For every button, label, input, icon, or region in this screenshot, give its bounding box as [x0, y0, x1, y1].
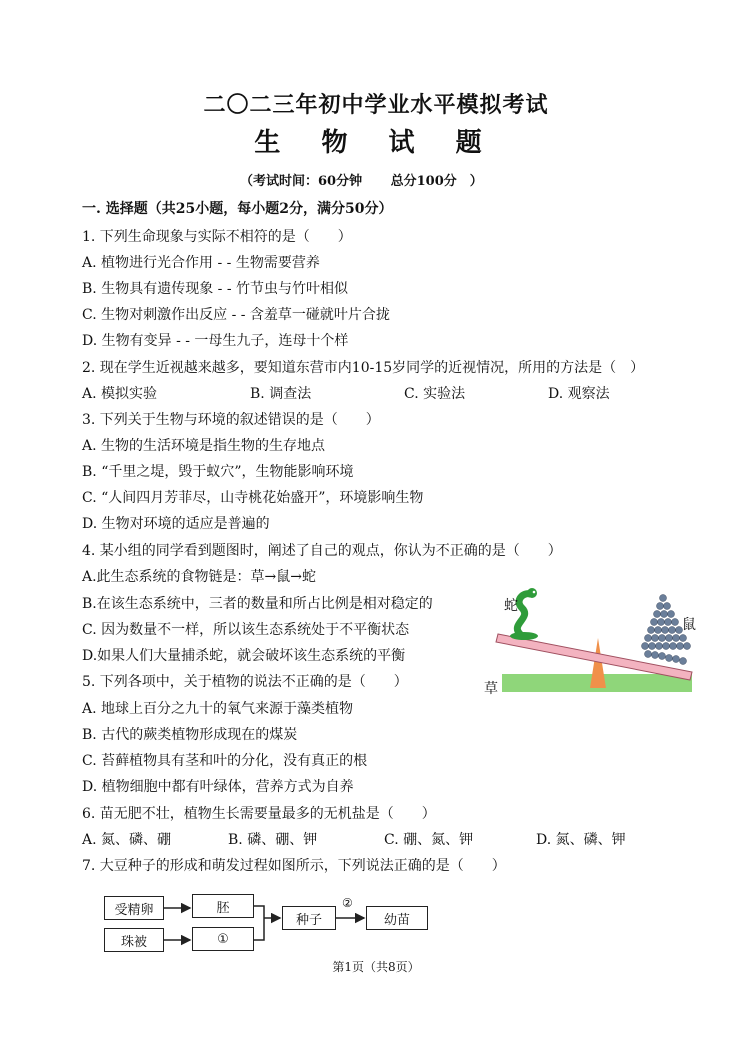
seedling-box: 幼苗: [366, 906, 428, 930]
question-5-option-c: C. 苔藓植物具有茎和叶的分化，没有真正的根: [82, 753, 368, 769]
question-1-option-c: C. 生物对刺激作出反应 - - 含羞草一碰就叶片合拢: [82, 307, 390, 323]
question-6-option-c: C. 硼、氮、钾: [384, 832, 474, 848]
question-5-option-a: A. 地球上百分之九十的氧气来源于藻类植物: [82, 701, 354, 717]
fertilized-egg-box: 受精卵: [104, 896, 164, 920]
question-6-option-b: B. 磷、硼、钾: [228, 832, 318, 848]
question-3-stem: 3. 下列关于生物与环境的叙述错误的是（ ）: [82, 412, 380, 428]
question-2-option-a: A. 模拟实验: [82, 386, 158, 402]
question-2-option-d: D. 观察法: [548, 386, 610, 402]
question-2-option-b: B. 调查法: [250, 386, 312, 402]
exam-title: 二〇二三年初中学业水平模拟考试: [203, 92, 549, 118]
question-6-stem: 6. 苗无肥不壮，植物生长需要量最多的无机盐是（ ）: [82, 806, 436, 822]
question-7-stem: 7. 大豆种子的形成和萌发过程如图所示，下列说法正确的是（ ）: [82, 858, 506, 874]
grass-label: 草: [484, 681, 498, 697]
exam-info: [240, 170, 487, 189]
question-2-stem: 2. 现在学生近视越来越多，要知道东营市内10-15岁同学的近视情况，所用的方法是（ ）: [82, 360, 645, 376]
question-3-option-b: B. “千里之堤，毁于蚁穴”，生物能影响环境: [82, 464, 354, 480]
mouse-label: 鼠: [682, 617, 696, 633]
snake-label: 蛇: [504, 598, 518, 614]
total-score: 总分100分 ）: [390, 174, 483, 189]
question-1-option-a: A. 植物进行光合作用 - - 生物需要营养: [82, 255, 320, 271]
question-1-option-d: D. 生物有变异 - - 一母生九子，连母十个样: [82, 333, 349, 349]
diagram-arrows: [100, 888, 440, 958]
question-5-option-b: B. 古代的蕨类植物形成现在的煤炭: [82, 727, 298, 743]
question-1-stem: 1. 下列生命现象与实际不相符的是（ ）: [82, 229, 352, 245]
unknown-1-box: ①: [192, 927, 254, 951]
exam-time: （考试时间：60分钟: [240, 174, 363, 189]
exam-subject: 生 物 试 题: [254, 128, 498, 158]
question-3-option-c: C. “人间四月芳菲尽，山寺桃花始盛开”，环境影响生物: [82, 490, 424, 506]
question-6-option-d: D. 氮、磷、钾: [536, 832, 626, 848]
question-1-option-b: B. 生物具有遗传现象 - - 竹节虫与竹叶相似: [82, 281, 348, 297]
question-4-option-a: A.此生态系统的食物链是：草→鼠→蛇: [82, 569, 317, 585]
question-2-option-c: C. 实验法: [404, 386, 466, 402]
question-3-option-d: D. 生物对环境的适应是普遍的: [82, 516, 270, 532]
page-footer: 第1页（共8页）: [332, 960, 420, 974]
step-2-label: ②: [342, 896, 353, 910]
question-4-stem: 4. 某小组的同学看到题图时，阐述了自己的观点，你认为不正确的是（ ）: [82, 543, 562, 559]
question-5-option-d: D. 植物细胞中都有叶绿体，营养方式为自养: [82, 779, 354, 795]
question-4-option-b: B.在该生态系统中，三者的数量和所占比例是相对稳定的: [82, 596, 433, 612]
ovule-box: 珠被: [104, 928, 164, 952]
question-4-option-c: C. 因为数量不一样，所以该生态系统处于不平衡状态: [82, 622, 410, 638]
section-heading: 一. 选择题（共25小题，每小题2分，满分50分）: [82, 201, 393, 217]
seed-box: 种子: [282, 906, 336, 930]
question-6-option-a: A. 氮、磷、硼: [82, 832, 172, 848]
question-3-option-a: A. 生物的生活环境是指生物的生存地点: [82, 438, 326, 454]
bracket-join: [254, 906, 264, 940]
question-5-stem: 5. 下列各项中，关于植物的说法不正确的是（ ）: [82, 674, 408, 690]
embryo-box: 胚: [192, 894, 254, 918]
question-4-option-d: D.如果人们大量捕杀蛇，就会破坏该生态系统的平衡: [82, 648, 406, 664]
